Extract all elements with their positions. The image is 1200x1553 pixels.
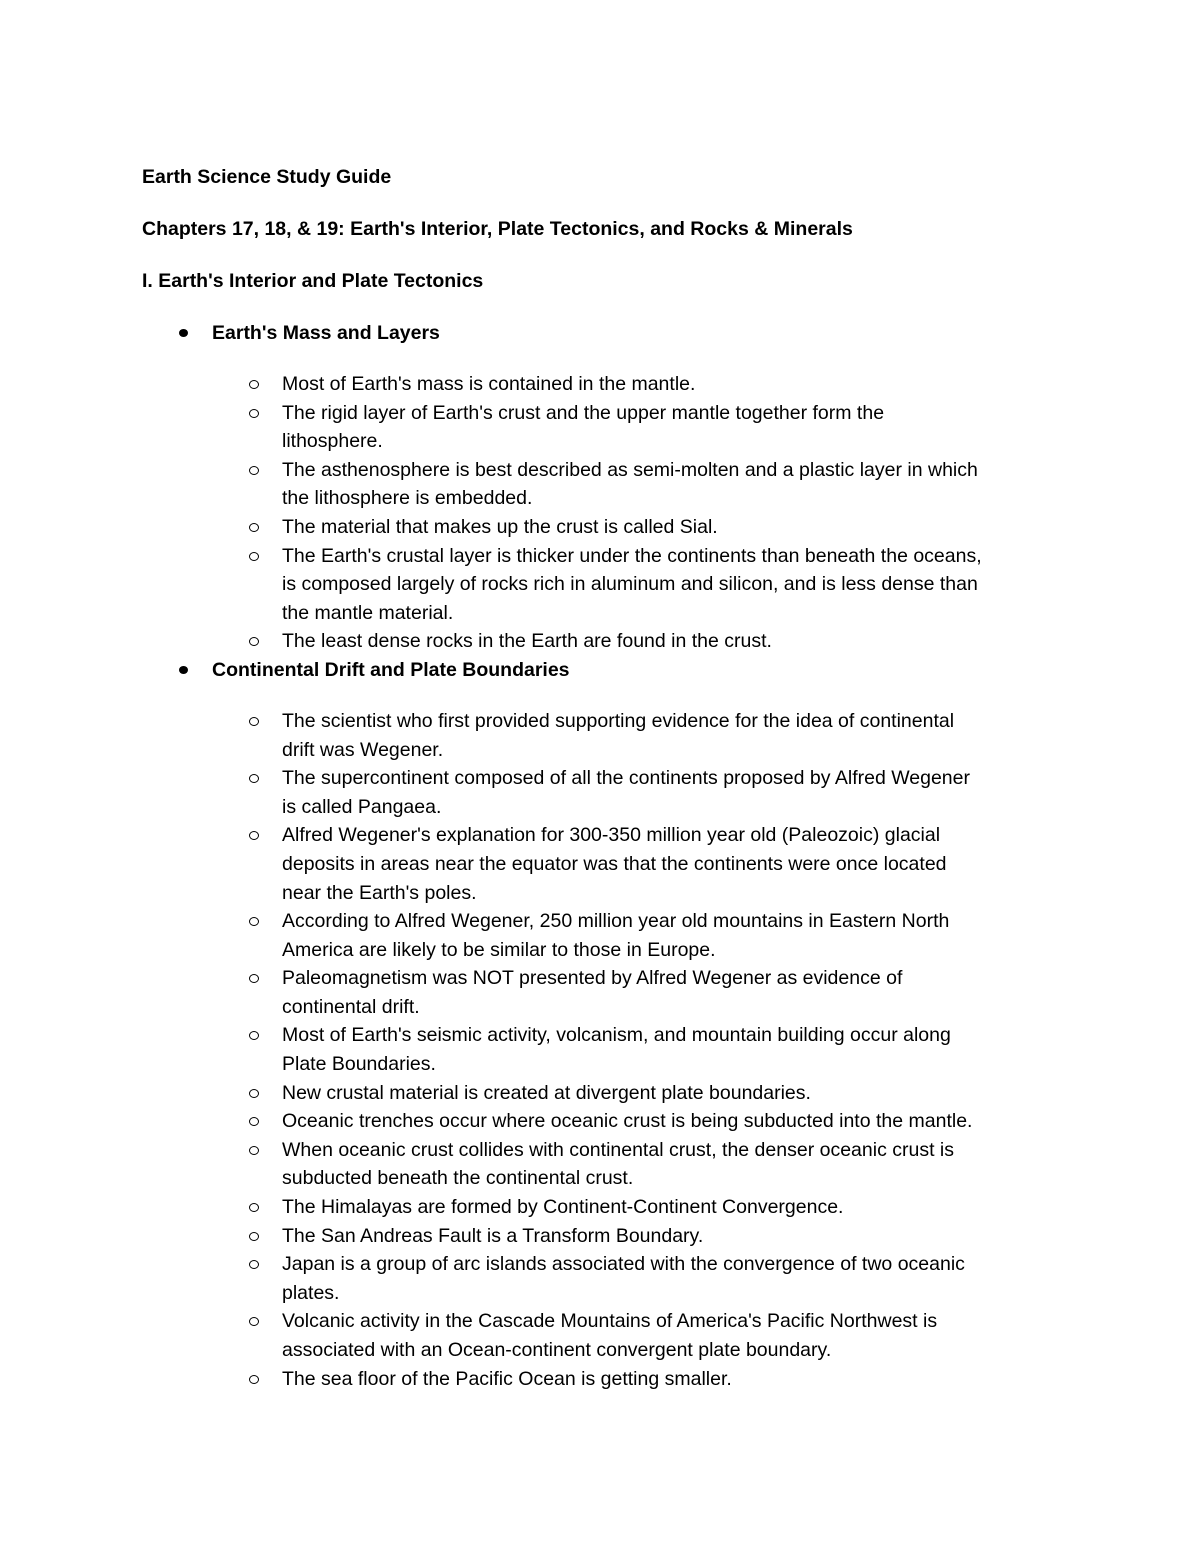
hollow-bullet-icon bbox=[249, 1146, 259, 1155]
hollow-bullet-icon bbox=[249, 831, 259, 840]
filled-bullet-icon bbox=[179, 329, 188, 337]
list-item bbox=[142, 399, 1062, 456]
hollow-bullet-icon bbox=[249, 637, 259, 646]
hollow-bullet-icon bbox=[249, 774, 259, 783]
list-item bbox=[142, 513, 1062, 542]
topic-heading bbox=[142, 319, 1062, 347]
list-item bbox=[142, 1307, 1062, 1364]
list-item bbox=[142, 1021, 1062, 1078]
filled-bullet-icon bbox=[179, 666, 188, 674]
hollow-bullet-icon bbox=[249, 974, 259, 983]
list-item-text: Japan is a group of arc islands associated with the convergence of two oceanic plates. bbox=[282, 1253, 965, 1304]
list-item bbox=[142, 627, 1062, 656]
list-item bbox=[142, 907, 1062, 964]
list-item-text: Volcanic activity in the Cascade Mountains of America's Pacific Northwest is associated with an Ocean-continent convergent plate boundary. bbox=[282, 1310, 938, 1361]
topic-heading-text: Earth's Mass and Layers bbox=[212, 322, 440, 344]
list-item-text: The San Andreas Fault is a Transform Boundary. bbox=[282, 1224, 704, 1247]
list-item-text: The Himalayas are formed by Continent-Continent Convergence. bbox=[282, 1196, 844, 1219]
list-item bbox=[142, 1193, 1062, 1222]
list-item-text: The material that makes up the crust is called Sial. bbox=[282, 515, 718, 538]
hollow-bullet-icon bbox=[249, 1375, 259, 1384]
list-item bbox=[142, 707, 1062, 764]
list-item-text: The supercontinent composed of all the continents proposed by Alfred Wegener is called Pangaea. bbox=[282, 767, 970, 818]
list-item bbox=[142, 764, 1062, 821]
list-item-text: The Earth's crustal layer is thicker under the continents than beneath the oceans, is composed largely of rocks rich in aluminum and silicon, and is less dense than the mantle material. bbox=[282, 544, 982, 624]
hollow-bullet-icon bbox=[249, 409, 259, 418]
topic-item-list bbox=[142, 370, 1062, 656]
list-item bbox=[142, 370, 1062, 399]
list-item-text: Most of Earth's mass is contained in the mantle. bbox=[282, 373, 696, 395]
list-item bbox=[142, 456, 1062, 513]
list-item bbox=[142, 1365, 1062, 1394]
list-item-text: When oceanic crust collides with continental crust, the denser oceanic crust is subducted beneath the continental crust. bbox=[282, 1138, 954, 1190]
list-item-text: Most of Earth's seismic activity, volcanism, and mountain building occur along Plate Boundaries. bbox=[282, 1024, 951, 1076]
hollow-bullet-icon bbox=[249, 1203, 259, 1212]
list-item bbox=[142, 1079, 1062, 1108]
chapters-heading: Chapters 17, 18, & 19: Earth's Interior, Plate Tectonics, and Rocks & Minerals bbox=[142, 218, 853, 240]
list-item bbox=[142, 1250, 1062, 1307]
list-item bbox=[142, 1107, 1062, 1136]
topic-heading-text: Continental Drift and Plate Boundaries bbox=[212, 658, 570, 681]
hollow-bullet-icon bbox=[249, 917, 259, 926]
list-item-text: The least dense rocks in the Earth are found in the crust. bbox=[282, 630, 772, 653]
document-title: Earth Science Study Guide bbox=[142, 166, 392, 188]
topic-heading bbox=[142, 656, 1062, 684]
list-item-text: According to Alfred Wegener, 250 million year old mountains in Eastern North America are likely to be similar to those in Europe. bbox=[282, 910, 950, 961]
hollow-bullet-icon bbox=[249, 717, 259, 726]
list-item bbox=[142, 542, 1062, 628]
hollow-bullet-icon bbox=[249, 466, 259, 475]
list-item-text: The rigid layer of Earth's crust and the upper mantle together form the lithosphere. bbox=[282, 401, 885, 453]
hollow-bullet-icon bbox=[249, 1317, 259, 1326]
list-item bbox=[142, 1136, 1062, 1193]
list-item-text: Paleomagnetism was NOT presented by Alfred Wegener as evidence of continental drift. bbox=[282, 967, 903, 1018]
list-item-text: The sea floor of the Pacific Ocean is getting smaller. bbox=[282, 1367, 732, 1390]
list-item-text: New crustal material is created at divergent plate boundaries. bbox=[282, 1081, 811, 1104]
list-item bbox=[142, 964, 1062, 1021]
list-item-text: Oceanic trenches occur where oceanic crust is being subducted into the mantle. bbox=[282, 1110, 973, 1133]
hollow-bullet-icon bbox=[249, 1089, 259, 1098]
document-body bbox=[142, 163, 1062, 1393]
hollow-bullet-icon bbox=[249, 1031, 259, 1040]
list-item bbox=[142, 821, 1062, 907]
hollow-bullet-icon bbox=[249, 380, 259, 389]
hollow-bullet-icon bbox=[249, 1260, 259, 1269]
section-heading: I. Earth's Interior and Plate Tectonics bbox=[142, 270, 484, 292]
topic-item-list bbox=[142, 707, 1062, 1393]
hollow-bullet-icon bbox=[249, 552, 259, 561]
hollow-bullet-icon bbox=[249, 1117, 259, 1126]
list-item-text: The asthenosphere is best described as semi-molten and a plastic layer in which the lithosphere is embedded. bbox=[282, 458, 978, 510]
hollow-bullet-icon bbox=[249, 523, 259, 532]
list-item-text: Alfred Wegener's explanation for 300-350 million year old (Paleozoic) glacial deposits in areas near the equator was that the continents were once located near the Earth's poles. bbox=[282, 824, 947, 904]
list-item-text: The scientist who first provided supporting evidence for the idea of continental drift was Wegener. bbox=[282, 709, 955, 761]
list-item bbox=[142, 1222, 1062, 1251]
hollow-bullet-icon bbox=[249, 1232, 259, 1241]
